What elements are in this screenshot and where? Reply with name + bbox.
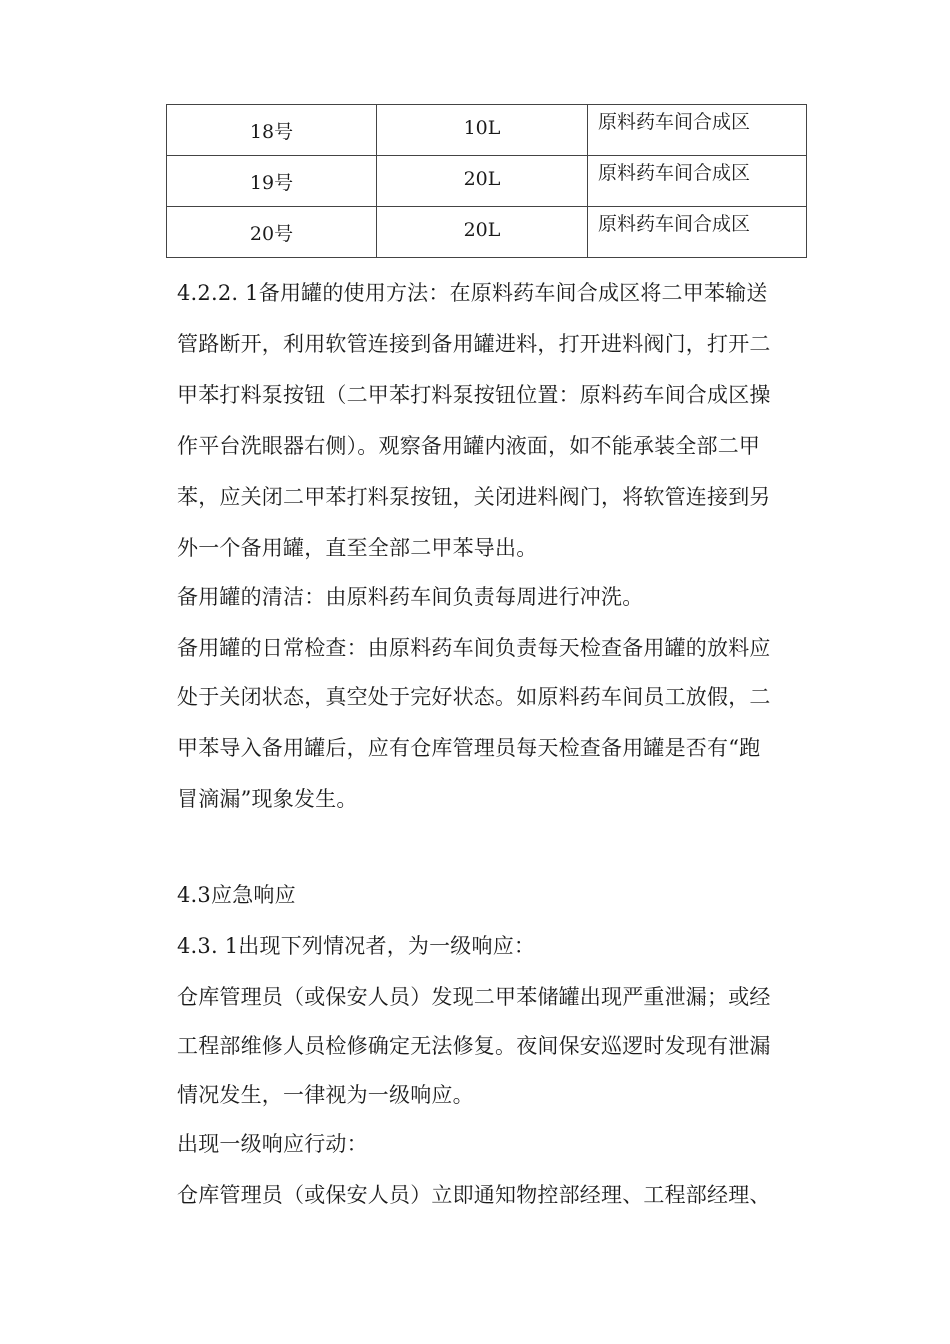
text-line: 4.2.2. 1备用罐的使用方法：在原料药车间合成区将二甲苯输送 <box>177 281 768 305</box>
text-line: 管路断开，利用软管连接到备用罐进料，打开进料阀门，打开二 <box>177 332 771 356</box>
text-line: 仓库管理员（或保安人员）发现二甲苯储罐出现严重泄漏；或经 <box>177 985 771 1009</box>
text-line: 冒滴漏”现象发生。 <box>177 787 358 811</box>
section-heading: 4.3应急响应 <box>177 883 296 907</box>
tank-location-cell: 原料药车间合成区 <box>588 156 807 207</box>
text-line: 工程部维修人员检修确定无法修复。夜间保安巡逻时发现有泄漏 <box>177 1034 771 1058</box>
tank-location-cell: 原料药车间合成区 <box>588 207 807 258</box>
text-line: 苯，应关闭二甲苯打料泵按钮，关闭进料阀门，将软管连接到另 <box>177 485 771 509</box>
text-line: 情况发生，一律视为一级响应。 <box>177 1083 474 1107</box>
tank-id-cell: 18号 <box>167 105 377 156</box>
table-row <box>167 156 807 207</box>
tank-volume-cell: 10L <box>377 105 588 156</box>
subsection-heading: 4.3. 1出现下列情况者，为一级响应： <box>177 934 536 958</box>
tank-id-cell: 20号 <box>167 207 377 258</box>
text-line: 处于关闭状态，真空处于完好状态。如原料药车间员工放假，二 <box>177 685 771 709</box>
text-line: 备用罐的清洁：由原料药车间负责每周进行冲洗。 <box>177 585 644 609</box>
tank-table <box>166 104 807 258</box>
text-line: 仓库管理员（或保安人员）立即通知物控部经理、工程部经理、 <box>177 1183 771 1207</box>
table-row <box>167 105 807 156</box>
text-line: 备用罐的日常检查：由原料药车间负责每天检查备用罐的放料应 <box>177 636 771 660</box>
text-line: 甲苯打料泵按钮（二甲苯打料泵按钮位置：原料药车间合成区操 <box>177 383 771 407</box>
text-line: 作平台洗眼器右侧）。观察备用罐内液面，如不能承装全部二甲 <box>177 434 761 458</box>
tank-id-cell: 19号 <box>167 156 377 207</box>
tank-location-cell: 原料药车间合成区 <box>588 105 807 156</box>
text-line: 外一个备用罐，直至全部二甲苯导出。 <box>177 536 538 560</box>
tank-volume-cell: 20L <box>377 156 588 207</box>
tank-volume-cell: 20L <box>377 207 588 258</box>
text-line: 出现一级响应行动： <box>177 1132 368 1156</box>
text-line: 甲苯导入备用罐后，应有仓库管理员每天检查备用罐是否有“跑 <box>177 736 761 760</box>
table-row <box>167 207 807 258</box>
